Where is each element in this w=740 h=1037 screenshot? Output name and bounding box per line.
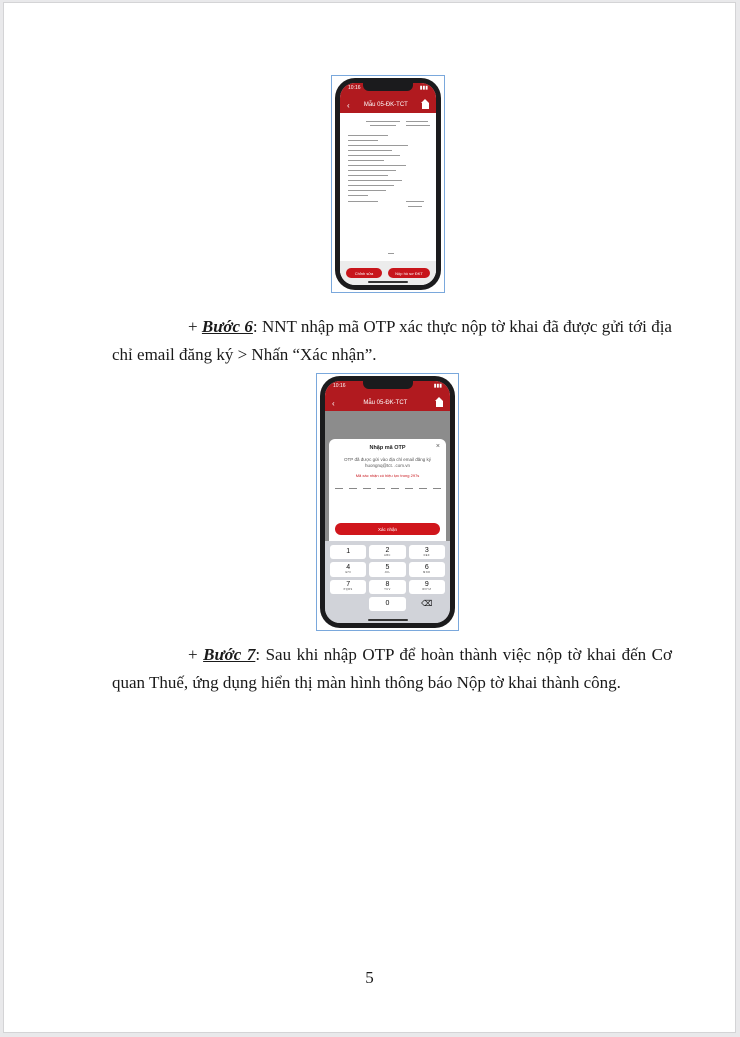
otp-description — [329, 457, 446, 469]
otp-digit-cell[interactable] — [391, 488, 399, 489]
back-arrow-icon[interactable]: ‹ — [332, 398, 335, 408]
otp-description-line-1: OTP đã được gửi vào địa chỉ email đăng ký — [344, 457, 431, 462]
keypad-key-5[interactable]: 5 JKL — [369, 562, 405, 576]
phone-notch — [363, 381, 413, 389]
keypad-key-1[interactable]: 1 — [330, 545, 366, 559]
home-icon[interactable] — [436, 401, 443, 407]
declaration-form-preview — [340, 113, 436, 273]
phone-screenshot-otp-entry — [316, 373, 459, 631]
document-page — [3, 2, 736, 1033]
phone-frame — [335, 78, 441, 290]
phone-screen — [325, 381, 450, 623]
otp-digit-cell[interactable] — [419, 488, 427, 489]
keypad-key-7[interactable]: 7 PQRS — [330, 580, 366, 594]
otp-description-line-2: huongnq@tct. .com.vn — [364, 463, 411, 468]
keypad-key-8[interactable]: 8 TUV — [369, 580, 405, 594]
step-6-text: : NNT nhập mã OTP xác thực nộp tờ khai đã được gửi tới địa chỉ email đăng ký > Nhấn “Xác nhận”. — [112, 317, 672, 364]
otp-dialog — [329, 439, 446, 541]
phone-screenshot-declaration-preview — [331, 75, 445, 293]
status-time: 10:16 — [348, 85, 361, 91]
battery-icon: ▮▮▮ — [419, 85, 428, 91]
phone-notch — [363, 83, 413, 91]
keypad-key-6[interactable]: 6 MNO — [409, 562, 445, 576]
close-icon[interactable]: × — [435, 443, 440, 450]
home-indicator — [368, 281, 408, 283]
keypad-blank — [330, 597, 366, 611]
header-title: Mẫu 05-ĐK-TCT — [363, 102, 408, 108]
home-indicator — [368, 619, 408, 621]
otp-digit-cell[interactable] — [349, 488, 357, 489]
otp-digit-cell[interactable] — [377, 488, 385, 489]
backspace-icon[interactable]: ⌫ — [421, 598, 433, 608]
keypad-key-2[interactable]: 2 ABC — [369, 545, 405, 559]
otp-digit-cell[interactable] — [433, 488, 441, 489]
status-time: 10:16 — [333, 383, 346, 389]
page-number: 5 — [365, 968, 374, 987]
keypad-key-4[interactable]: 4 GHI — [330, 562, 366, 576]
otp-input[interactable] — [329, 488, 446, 489]
otp-digit-cell[interactable] — [335, 488, 343, 489]
otp-timer: Mã xác nhận có hiệu lực trong 297s — [355, 473, 420, 478]
phone-frame — [320, 376, 455, 628]
keypad-key-0[interactable]: 0 — [369, 597, 405, 611]
step-6-paragraph — [112, 313, 672, 369]
step-7-text: : Sau khi nhập OTP để hoàn thành việc nộp tờ khai đến Cơ quan Thuế, ứng dụng hiển thị màn hình thông báo Nộp tờ khai thành công. — [112, 645, 672, 692]
otp-digit-cell[interactable] — [363, 488, 371, 489]
otp-dialog-title: Nhập mã OTP — [369, 445, 406, 451]
numeric-keypad — [325, 541, 450, 623]
otp-digit-cell[interactable] — [405, 488, 413, 489]
edit-button[interactable]: Chỉnh sửa — [346, 268, 382, 278]
back-arrow-icon[interactable]: ‹ — [347, 100, 350, 110]
submit-button[interactable]: Nộp hồ sơ ĐKT — [388, 268, 430, 278]
keypad-key-3[interactable]: 3 DEF — [409, 545, 445, 559]
step-6-label: Bước 6 — [201, 317, 253, 336]
header-title: Mẫu 05-ĐK-TCT — [363, 400, 408, 406]
step-7-prefix: + — [188, 645, 204, 664]
app-header — [340, 97, 436, 113]
confirm-button[interactable]: Xác nhận — [335, 523, 440, 535]
phone-screen — [340, 83, 436, 285]
step-6-prefix: + — [188, 317, 202, 336]
app-header — [325, 395, 450, 411]
battery-icon: ▮▮▮ — [433, 383, 442, 389]
step-7-paragraph — [112, 641, 672, 697]
home-icon[interactable] — [422, 103, 429, 109]
keypad-key-9[interactable]: 9 WXYZ — [409, 580, 445, 594]
step-7-label: Bước 7 — [203, 645, 256, 664]
